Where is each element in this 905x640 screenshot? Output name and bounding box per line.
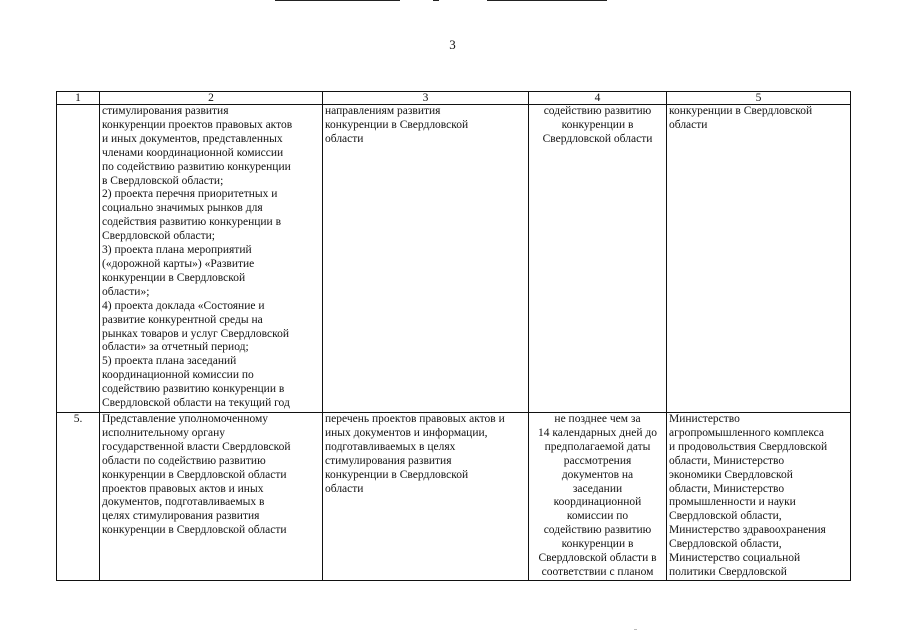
- responsible-text: конкуренции в Свердловской области: [669, 105, 813, 131]
- table-row: [57, 413, 851, 581]
- deadline-cell: [529, 413, 667, 581]
- action-text: стимулирования развития конкуренции проектов правовых актов и иных документов, представленных членами координационной комиссии по содействию развитию конкуренции в Свердловской области; 2) проекта перечня приоритетных и социально значимых рынков для содействия развитию конкуренции в Свердловской области; 3) проекта плана мероприятий («дорожной карты») «Развитие конкуренции в Свердловской области»; 4) проекта доклада «Состояние и развитие конкурентной среды на рынках товаров и услуг Свердловской области» за отчетный период; 5) проекта плана заседаний координационной комиссии по содействию развитию конкуренции в Свердловской области на текущий год: [102, 105, 293, 410]
- row-number-cell: [57, 105, 100, 413]
- table-header-row: [57, 92, 851, 105]
- row-number: 5.: [73, 413, 83, 425]
- column-header: 3: [323, 92, 529, 105]
- action-cell: [100, 105, 323, 413]
- action-text: Представление уполномоченному исполнительному органу государственной власти Свердловской области по содействию развитию конкуренции в Свердловской области проектов правовых актов и иных документов, подготавливаемых в целях стимулирования развития конкуренции в Свердловской области: [102, 413, 291, 537]
- scan-speck: [634, 629, 637, 630]
- column-header: 5: [667, 92, 851, 105]
- table-row: [57, 105, 851, 413]
- column-header: 4: [529, 92, 667, 105]
- result-text: направлениям развития конкуренции в Свердловской области: [325, 105, 469, 145]
- column-header: 1: [57, 92, 100, 105]
- result-cell: [323, 105, 529, 413]
- responsible-cell: [667, 413, 851, 581]
- action-cell: [100, 413, 323, 581]
- top-edge-rule: [275, 0, 400, 1]
- responsible-cell: [667, 105, 851, 413]
- top-edge-rule: [487, 0, 607, 1]
- column-header: 2: [100, 92, 323, 105]
- row-number-cell: [57, 413, 100, 581]
- responsible-text: Министерство агропромышленного комплекса и продовольствия Свердловской области, Министерство экономики Свердловской области, Министерство промышленности и науки Свердловской области, Министерство здравоохранения Свердловской области, Министерство социальной политики Свердловской: [669, 413, 828, 578]
- deadline-text: не позднее чем за 14 календарных дней до предполагаемой даты рассмотрения документов на заседании координационной комиссии по содействию развитию конкуренции в Свердловской области в соответствии с планом: [538, 413, 657, 578]
- result-text: перечень проектов правовых актов и иных документов и информации, подготавливаемых в целях стимулирования развития конкуренции в Свердловской области: [325, 413, 505, 495]
- page-number: 3: [449, 37, 456, 52]
- deadline-text: содействию развитию конкуренции в Свердловской области: [542, 105, 653, 145]
- top-edge-mark: [433, 0, 439, 1]
- plan-table: [56, 91, 851, 581]
- result-cell: [323, 413, 529, 581]
- deadline-cell: [529, 105, 667, 413]
